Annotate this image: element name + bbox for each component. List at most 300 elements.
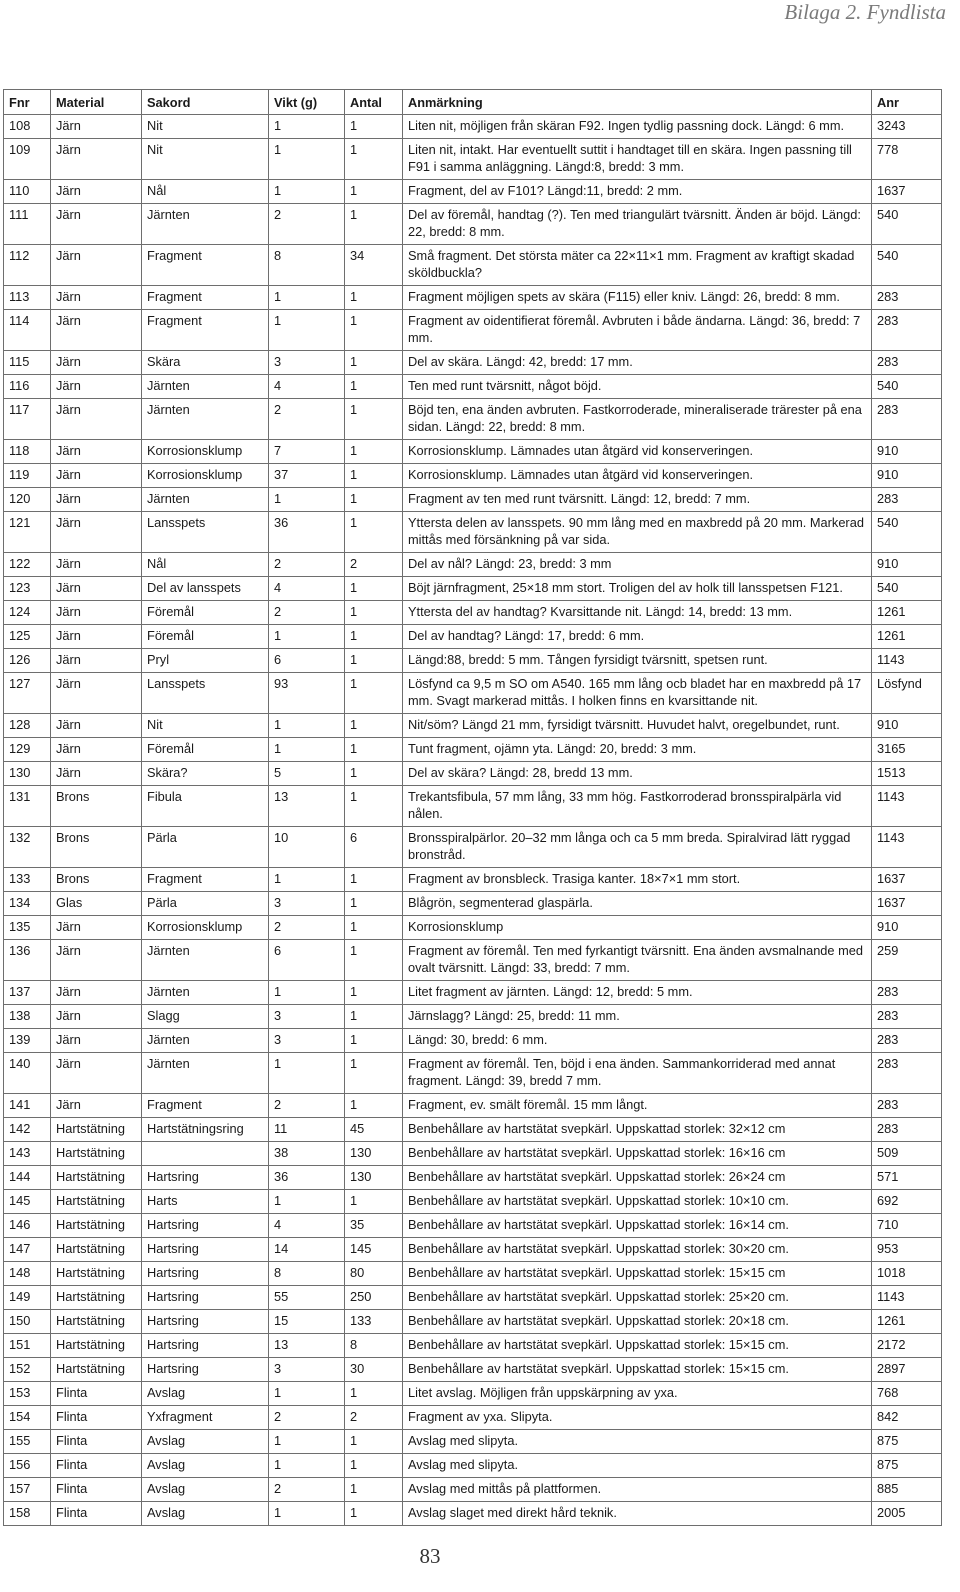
cell-anr: 692 [872, 1190, 942, 1214]
cell-vikt: 4 [269, 1214, 345, 1238]
cell-vikt: 2 [269, 601, 345, 625]
cell-sakord: Nit [142, 139, 269, 180]
cell-anmarkning: Lösfynd ca 9,5 m SO om A540. 165 mm lång ocb bladet har en maxbredd på 17 mm. Svagt markerad mittås. I holken finns en kvarsittande nit. [403, 673, 872, 714]
cell-sakord: Avslag [142, 1382, 269, 1406]
cell-material: Järn [51, 625, 142, 649]
cell-anmarkning: Del av handtag? Längd: 17, bredd: 6 mm. [403, 625, 872, 649]
cell-antal: 1 [345, 940, 403, 981]
cell-anr: 2897 [872, 1358, 942, 1382]
cell-vikt: 1 [269, 1454, 345, 1478]
cell-material: Hartstätning [51, 1190, 142, 1214]
cell-sakord: Slagg [142, 1005, 269, 1029]
cell-sakord: Fragment [142, 1094, 269, 1118]
cell-anmarkning: Ten med runt tvärsnitt, något böjd. [403, 375, 872, 399]
cell-sakord: Lansspets [142, 512, 269, 553]
cell-vikt: 4 [269, 577, 345, 601]
cell-anmarkning: Korrosionsklump. Lämnades utan åtgärd vid konserveringen. [403, 440, 872, 464]
cell-sakord: Föremål [142, 601, 269, 625]
cell-anmarkning: Benbehållare av hartstätat svepkärl. Uppskattad storlek: 16×14 cm. [403, 1214, 872, 1238]
cell-anr: 1637 [872, 892, 942, 916]
cell-vikt: 2 [269, 916, 345, 940]
cell-fnr: 136 [4, 940, 51, 981]
cell-antal: 2 [345, 553, 403, 577]
cell-material: Järn [51, 351, 142, 375]
column-header-anr: Anr [872, 90, 942, 115]
cell-material: Hartstätning [51, 1238, 142, 1262]
table-row [4, 1406, 942, 1430]
cell-sakord: Yxfragment [142, 1406, 269, 1430]
cell-anr: 910 [872, 714, 942, 738]
cell-fnr: 142 [4, 1118, 51, 1142]
cell-anr: 283 [872, 488, 942, 512]
cell-anmarkning: Benbehållare av hartstätat svepkärl. Uppskattad storlek: 16×16 cm [403, 1142, 872, 1166]
cell-vikt: 1 [269, 115, 345, 139]
cell-antal: 1 [345, 981, 403, 1005]
cell-vikt: 1 [269, 286, 345, 310]
cell-fnr: 126 [4, 649, 51, 673]
cell-anmarkning: Korrosionsklump. Lämnades utan åtgärd vid konserveringen. [403, 464, 872, 488]
cell-anr: 1143 [872, 827, 942, 868]
cell-vikt: 1 [269, 1382, 345, 1406]
cell-material: Flinta [51, 1430, 142, 1454]
cell-vikt: 3 [269, 351, 345, 375]
cell-anmarkning: Järnslagg? Längd: 25, bredd: 11 mm. [403, 1005, 872, 1029]
cell-sakord: Lansspets [142, 673, 269, 714]
cell-fnr: 152 [4, 1358, 51, 1382]
page-number: 83 [419, 1544, 441, 1568]
cell-anr: 1018 [872, 1262, 942, 1286]
cell-antal: 1 [345, 488, 403, 512]
cell-antal: 250 [345, 1286, 403, 1310]
cell-antal: 45 [345, 1118, 403, 1142]
cell-material: Järn [51, 204, 142, 245]
cell-anr: 1143 [872, 786, 942, 827]
cell-vikt: 1 [269, 625, 345, 649]
table-row [4, 673, 942, 714]
cell-vikt: 13 [269, 1334, 345, 1358]
cell-fnr: 121 [4, 512, 51, 553]
cell-vikt: 2 [269, 553, 345, 577]
cell-antal: 1 [345, 649, 403, 673]
cell-fnr: 119 [4, 464, 51, 488]
cell-antal: 35 [345, 1214, 403, 1238]
cell-antal: 30 [345, 1358, 403, 1382]
cell-sakord: Järnten [142, 488, 269, 512]
cell-anmarkning: Små fragment. Det största mäter ca 22×11×1 mm. Fragment av kraftigt skadad sköldbuckla? [403, 245, 872, 286]
cell-antal: 34 [345, 245, 403, 286]
table-row [4, 1310, 942, 1334]
cell-material: Hartstätning [51, 1214, 142, 1238]
cell-anr: 283 [872, 399, 942, 440]
cell-antal: 1 [345, 1005, 403, 1029]
cell-antal: 1 [345, 286, 403, 310]
cell-fnr: 148 [4, 1262, 51, 1286]
column-header-material: Material [51, 90, 142, 115]
cell-material: Glas [51, 892, 142, 916]
table-row [4, 868, 942, 892]
cell-antal: 1 [345, 714, 403, 738]
table-row [4, 738, 942, 762]
cell-material: Järn [51, 115, 142, 139]
cell-material: Järn [51, 286, 142, 310]
cell-anr: 509 [872, 1142, 942, 1166]
cell-anmarkning: Benbehållare av hartstätat svepkärl. Uppskattad storlek: 32×12 cm [403, 1118, 872, 1142]
cell-fnr: 144 [4, 1166, 51, 1190]
cell-antal: 1 [345, 440, 403, 464]
cell-vikt: 1 [269, 981, 345, 1005]
cell-anr: 283 [872, 310, 942, 351]
cell-anr: 283 [872, 351, 942, 375]
table-row [4, 1286, 942, 1310]
cell-anmarkning: Avslag med mittås på plattformen. [403, 1478, 872, 1502]
cell-sakord: Avslag [142, 1502, 269, 1526]
cell-antal: 1 [345, 738, 403, 762]
cell-anmarkning: Fragment av ten med runt tvärsnitt. Längd: 12, bredd: 7 mm. [403, 488, 872, 512]
cell-material: Hartstätning [51, 1358, 142, 1382]
cell-vikt: 1 [269, 139, 345, 180]
cell-anmarkning: Avslag med slipyta. [403, 1454, 872, 1478]
cell-fnr: 157 [4, 1478, 51, 1502]
cell-vikt: 8 [269, 245, 345, 286]
cell-anr: 2172 [872, 1334, 942, 1358]
cell-anmarkning: Fragment av föremål. Ten med fyrkantigt tvärsnitt. Ena änden avsmalnande med ovalt tvärsnitt. Längd: 33, bredd: 7 mm. [403, 940, 872, 981]
cell-vikt: 2 [269, 204, 345, 245]
cell-anmarkning: Benbehållare av hartstätat svepkärl. Uppskattad storlek: 15×15 cm. [403, 1334, 872, 1358]
cell-material: Järn [51, 1053, 142, 1094]
cell-anr: 259 [872, 940, 942, 981]
cell-fnr: 122 [4, 553, 51, 577]
cell-antal: 1 [345, 115, 403, 139]
cell-vikt: 14 [269, 1238, 345, 1262]
cell-vikt: 15 [269, 1310, 345, 1334]
cell-anr: 1143 [872, 1286, 942, 1310]
cell-material: Järn [51, 1094, 142, 1118]
cell-fnr: 155 [4, 1430, 51, 1454]
cell-material: Hartstätning [51, 1166, 142, 1190]
cell-fnr: 124 [4, 601, 51, 625]
cell-anr: 875 [872, 1430, 942, 1454]
cell-fnr: 129 [4, 738, 51, 762]
column-header-sakord: Sakord [142, 90, 269, 115]
cell-antal: 1 [345, 1502, 403, 1526]
cell-vikt: 1 [269, 1502, 345, 1526]
cell-sakord: Föremål [142, 738, 269, 762]
cell-vikt: 1 [269, 868, 345, 892]
table-row [4, 1454, 942, 1478]
cell-vikt: 2 [269, 1478, 345, 1502]
cell-vikt: 7 [269, 440, 345, 464]
cell-sakord: Nål [142, 553, 269, 577]
table-row [4, 310, 942, 351]
cell-anr: 283 [872, 1029, 942, 1053]
table-row [4, 892, 942, 916]
table-row [4, 464, 942, 488]
cell-anmarkning: Del av skära? Längd: 28, bredd 13 mm. [403, 762, 872, 786]
cell-antal: 1 [345, 375, 403, 399]
table-row [4, 1118, 942, 1142]
cell-fnr: 133 [4, 868, 51, 892]
cell-sakord: Nål [142, 180, 269, 204]
cell-vikt: 4 [269, 375, 345, 399]
cell-anmarkning: Korrosionsklump [403, 916, 872, 940]
table-row [4, 1166, 942, 1190]
cell-anmarkning: Längd: 30, bredd: 6 mm. [403, 1029, 872, 1053]
cell-fnr: 150 [4, 1310, 51, 1334]
cell-sakord: Hartsring [142, 1262, 269, 1286]
table-row [4, 577, 942, 601]
cell-vikt: 1 [269, 1190, 345, 1214]
cell-vikt: 93 [269, 673, 345, 714]
cell-antal: 133 [345, 1310, 403, 1334]
cell-antal: 1 [345, 601, 403, 625]
cell-fnr: 134 [4, 892, 51, 916]
table-row [4, 1005, 942, 1029]
cell-vikt: 2 [269, 1406, 345, 1430]
cell-fnr: 145 [4, 1190, 51, 1214]
cell-anr: 283 [872, 1005, 942, 1029]
table-row [4, 601, 942, 625]
cell-anmarkning: Blågrön, segmenterad glaspärla. [403, 892, 872, 916]
cell-sakord: Korrosionsklump [142, 916, 269, 940]
cell-sakord: Hartsring [142, 1238, 269, 1262]
cell-fnr: 115 [4, 351, 51, 375]
table-body [4, 115, 942, 1526]
table-row [4, 1502, 942, 1526]
cell-vikt: 2 [269, 1094, 345, 1118]
cell-anmarkning: Fragment av bronsbleck. Trasiga kanter. 18×7×1 mm stort. [403, 868, 872, 892]
cell-fnr: 127 [4, 673, 51, 714]
cell-anr: 540 [872, 245, 942, 286]
cell-material: Järn [51, 180, 142, 204]
cell-vikt: 36 [269, 512, 345, 553]
cell-anmarkning: Fragment av oidentifierat föremål. Avbruten i både ändarna. Längd: 36, bredd: 7 mm. [403, 310, 872, 351]
cell-antal: 1 [345, 139, 403, 180]
cell-antal: 1 [345, 1454, 403, 1478]
cell-sakord: Hartsring [142, 1358, 269, 1382]
table-row [4, 399, 942, 440]
table-row [4, 625, 942, 649]
table-row [4, 1029, 942, 1053]
cell-vikt: 1 [269, 180, 345, 204]
cell-anmarkning: Fragment, ev. smält föremål. 15 mm långt. [403, 1094, 872, 1118]
cell-anmarkning: Benbehållare av hartstätat svepkärl. Uppskattad storlek: 30×20 cm. [403, 1238, 872, 1262]
cell-vikt: 55 [269, 1286, 345, 1310]
cell-material: Hartstätning [51, 1334, 142, 1358]
cell-vikt: 1 [269, 1430, 345, 1454]
table-row [4, 1382, 942, 1406]
cell-anmarkning: Benbehållare av hartstätat svepkärl. Uppskattad storlek: 15×15 cm. [403, 1358, 872, 1382]
cell-sakord: Fibula [142, 786, 269, 827]
table-row [4, 1334, 942, 1358]
cell-anr: 910 [872, 553, 942, 577]
cell-antal: 1 [345, 512, 403, 553]
cell-fnr: 149 [4, 1286, 51, 1310]
cell-sakord: Avslag [142, 1478, 269, 1502]
cell-anr: 540 [872, 577, 942, 601]
cell-sakord: Nit [142, 714, 269, 738]
cell-anmarkning: Trekantsfibula, 57 mm lång, 33 mm hög. Fastkorroderad bronsspiralpärla vid nålen. [403, 786, 872, 827]
cell-anmarkning: Yttersta del av handtag? Kvarsittande nit. Längd: 14, bredd: 13 mm. [403, 601, 872, 625]
cell-sakord: Hartsring [142, 1214, 269, 1238]
table-row [4, 827, 942, 868]
cell-vikt: 5 [269, 762, 345, 786]
cell-fnr: 125 [4, 625, 51, 649]
table-row [4, 180, 942, 204]
cell-fnr: 114 [4, 310, 51, 351]
cell-sakord: Föremål [142, 625, 269, 649]
cell-anmarkning: Avslag med slipyta. [403, 1430, 872, 1454]
cell-material: Järn [51, 1005, 142, 1029]
cell-vikt: 1 [269, 714, 345, 738]
cell-fnr: 141 [4, 1094, 51, 1118]
cell-antal: 130 [345, 1166, 403, 1190]
cell-antal: 1 [345, 673, 403, 714]
cell-vikt: 2 [269, 399, 345, 440]
cell-sakord: Harts [142, 1190, 269, 1214]
cell-material: Flinta [51, 1502, 142, 1526]
cell-material: Flinta [51, 1406, 142, 1430]
cell-antal: 1 [345, 310, 403, 351]
cell-vikt: 36 [269, 1166, 345, 1190]
cell-vikt: 1 [269, 738, 345, 762]
cell-anr: 540 [872, 375, 942, 399]
cell-sakord: Del av lansspets [142, 577, 269, 601]
table-row [4, 940, 942, 981]
table-row [4, 553, 942, 577]
cell-material: Järn [51, 1029, 142, 1053]
table-row [4, 786, 942, 827]
cell-fnr: 112 [4, 245, 51, 286]
column-header-fnr: Fnr [4, 90, 51, 115]
cell-anmarkning: Nit/söm? Längd 21 mm, fyrsidigt tvärsnitt. Huvudet halvt, oregelbundet, runt. [403, 714, 872, 738]
cell-material: Järn [51, 940, 142, 981]
cell-antal: 1 [345, 916, 403, 940]
cell-anr: 1143 [872, 649, 942, 673]
cell-material: Järn [51, 440, 142, 464]
cell-sakord: Avslag [142, 1430, 269, 1454]
cell-sakord: Hartstätningsring [142, 1118, 269, 1142]
cell-antal: 1 [345, 180, 403, 204]
cell-anmarkning: Litet fragment av järnten. Längd: 12, bredd: 5 mm. [403, 981, 872, 1005]
cell-material: Järn [51, 601, 142, 625]
cell-material: Järn [51, 673, 142, 714]
cell-anr: 283 [872, 981, 942, 1005]
cell-sakord: Fragment [142, 868, 269, 892]
cell-anmarkning: Böjd ten, ena änden avbruten. Fastkorroderade, mineraliserade trärester på ena sidan. Längd: 22, bredd: 8 mm. [403, 399, 872, 440]
cell-vikt: 1 [269, 488, 345, 512]
cell-antal: 1 [345, 1029, 403, 1053]
cell-material: Järn [51, 577, 142, 601]
cell-antal: 1 [345, 577, 403, 601]
cell-sakord: Avslag [142, 1454, 269, 1478]
table-row [4, 916, 942, 940]
cell-sakord: Korrosionsklump [142, 464, 269, 488]
cell-anmarkning: Benbehållare av hartstätat svepkärl. Uppskattad storlek: 20×18 cm. [403, 1310, 872, 1334]
cell-vikt: 1 [269, 310, 345, 351]
cell-antal: 1 [345, 892, 403, 916]
table-row [4, 1358, 942, 1382]
table-row [4, 1094, 942, 1118]
cell-sakord: Järnten [142, 204, 269, 245]
cell-anmarkning: Bronsspiralpärlor. 20–32 mm långa och ca 5 mm breda. Spiralvirad lätt ryggad bronstråd. [403, 827, 872, 868]
cell-sakord: Hartsring [142, 1334, 269, 1358]
cell-fnr: 128 [4, 714, 51, 738]
cell-anmarkning: Liten nit, möjligen från skäran F92. Ingen tydlig passning dock. Längd: 6 mm. [403, 115, 872, 139]
cell-sakord: Järnten [142, 1053, 269, 1094]
cell-antal: 1 [345, 786, 403, 827]
cell-material: Brons [51, 786, 142, 827]
cell-material: Flinta [51, 1382, 142, 1406]
cell-anr: 875 [872, 1454, 942, 1478]
cell-material: Järn [51, 399, 142, 440]
cell-anmarkning: Benbehållare av hartstätat svepkärl. Uppskattad storlek: 10×10 cm. [403, 1190, 872, 1214]
cell-fnr: 116 [4, 375, 51, 399]
cell-material: Järn [51, 375, 142, 399]
cell-vikt: 3 [269, 892, 345, 916]
table-row [4, 1214, 942, 1238]
cell-anmarkning: Fragment av yxa. Slipyta. [403, 1406, 872, 1430]
cell-anr: 842 [872, 1406, 942, 1430]
cell-anmarkning: Avslag slaget med direkt hård teknik. [403, 1502, 872, 1526]
cell-anr: 910 [872, 464, 942, 488]
cell-material: Järn [51, 245, 142, 286]
cell-antal: 1 [345, 1053, 403, 1094]
cell-anr: 540 [872, 512, 942, 553]
cell-fnr: 153 [4, 1382, 51, 1406]
cell-anr: 2005 [872, 1502, 942, 1526]
cell-antal: 130 [345, 1142, 403, 1166]
cell-sakord: Nit [142, 115, 269, 139]
column-header-anmarkning: Anmärkning [403, 90, 872, 115]
cell-fnr: 118 [4, 440, 51, 464]
column-header-antal: Antal [345, 90, 403, 115]
cell-sakord: Järnten [142, 375, 269, 399]
cell-material: Järn [51, 981, 142, 1005]
cell-sakord: Järnten [142, 940, 269, 981]
table-row [4, 762, 942, 786]
cell-anr: 1261 [872, 625, 942, 649]
table-row [4, 375, 942, 399]
cell-sakord: Fragment [142, 245, 269, 286]
cell-anmarkning: Fragment av föremål. Ten, böjd i ena änden. Sammankorriderad med annat fragment. Längd: 39, bredd 7 mm. [403, 1053, 872, 1094]
cell-anr: Lösfynd [872, 673, 942, 714]
cell-sakord: Hartsring [142, 1310, 269, 1334]
cell-sakord: Hartsring [142, 1166, 269, 1190]
table-row [4, 245, 942, 286]
cell-anmarkning: Längd:88, bredd: 5 mm. Tången fyrsidigt tvärsnitt, spetsen runt. [403, 649, 872, 673]
table-row [4, 512, 942, 553]
cell-sakord: Pärla [142, 892, 269, 916]
cell-vikt: 3 [269, 1358, 345, 1382]
cell-fnr: 137 [4, 981, 51, 1005]
column-header-vikt: Vikt (g) [269, 90, 345, 115]
cell-antal: 1 [345, 868, 403, 892]
cell-antal: 145 [345, 1238, 403, 1262]
cell-anr: 283 [872, 286, 942, 310]
cell-antal: 1 [345, 1094, 403, 1118]
table-row [4, 1262, 942, 1286]
cell-material: Hartstätning [51, 1262, 142, 1286]
cell-anmarkning: Yttersta delen av lansspets. 90 mm lång med en maxbredd på 20 mm. Markerad mittås med försänkning på var sida. [403, 512, 872, 553]
cell-sakord: Pärla [142, 827, 269, 868]
cell-sakord: Skära [142, 351, 269, 375]
cell-anr: 283 [872, 1118, 942, 1142]
table-row [4, 115, 942, 139]
cell-anr: 1261 [872, 601, 942, 625]
cell-antal: 1 [345, 1190, 403, 1214]
cell-fnr: 130 [4, 762, 51, 786]
cell-anr: 3165 [872, 738, 942, 762]
